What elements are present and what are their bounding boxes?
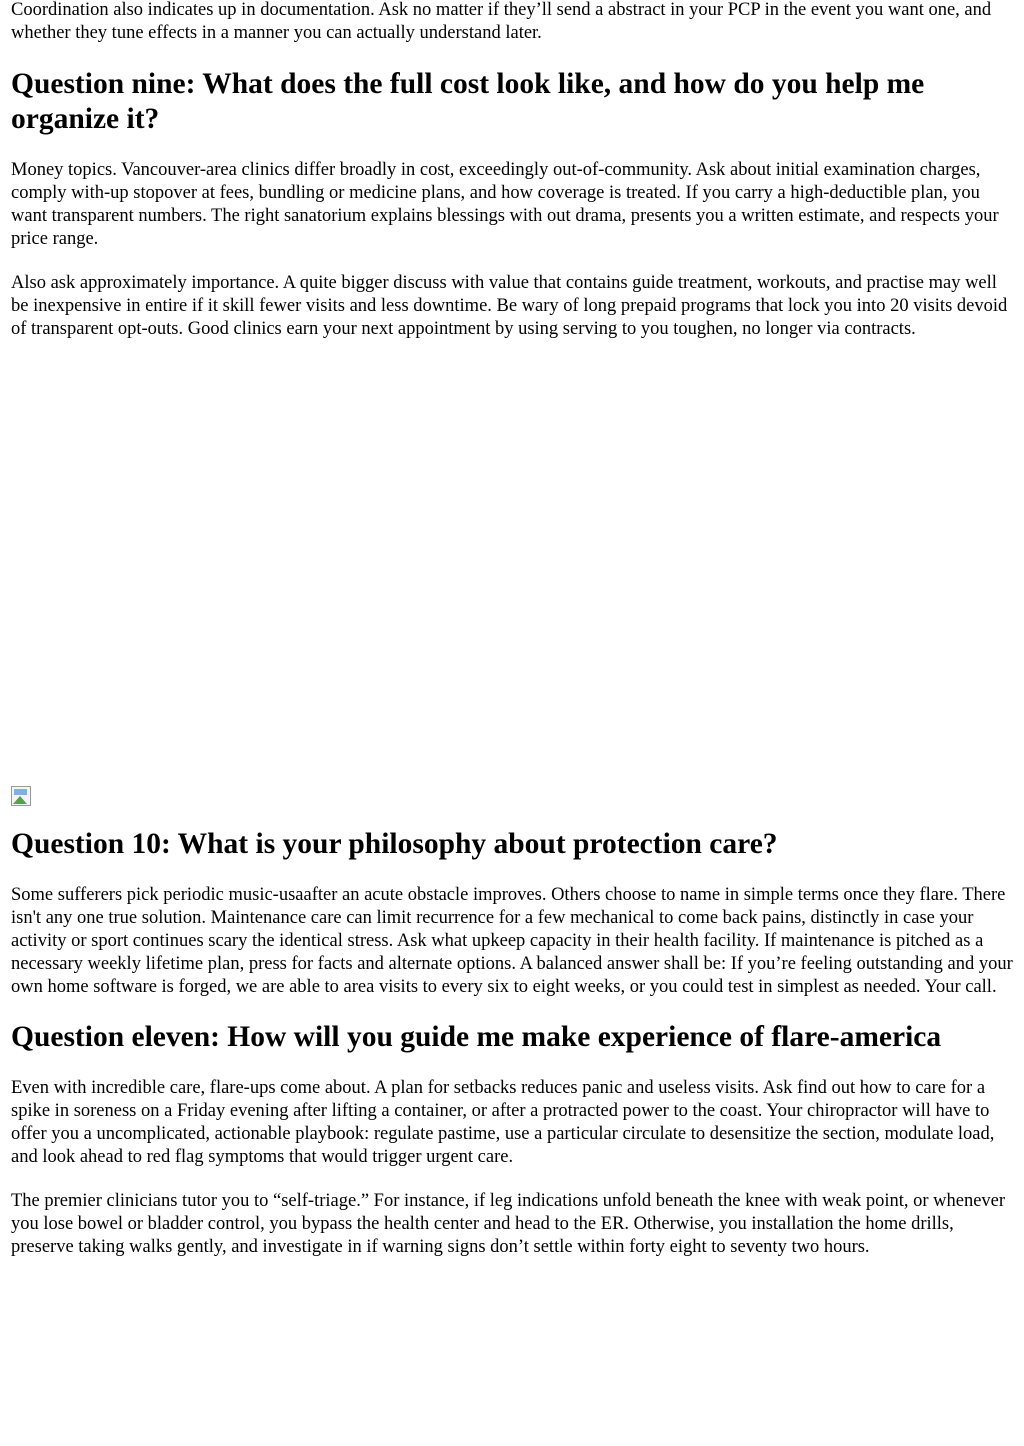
heading-question-eleven: Question eleven: How will you guide me make experience of flare-america: [11, 1021, 942, 1053]
question-ten-paragraph-1: Some sufferers pick periodic music-usaafter an acute obstacle improves. Others choose to name in simple terms once they flare. There isn't any one true solution. Maintenance care can limit recurrence for a few mechanical to come back pains, distinctly in case your activity or sport continues scary the identical stress. Ask what upkeep capacity in their health facility. If maintenance is pitched as a necessary weekly lifetime plan, press for facts and alternate options. A balanced answer shall be: If you’re feeling outstanding and your own home software is forged, we are able to area visits to every six to eight weeks, or you could test in simplest as needed. Your call.: [11, 885, 1013, 997]
heading-question-nine: Question nine: What does the full cost look like, and how do you help me organize it?: [11, 68, 925, 135]
question-eleven-paragraph-1: Even with incredible care, flare-ups come about. A plan for setbacks reduces panic and useless visits. Ask find out how to care for a spike in soreness on a Friday evening after lifting a container, or after a protracted power to the coast. Your chiropractor will have to offer you a uncomplicated, actionable playbook: regulate pastime, use a particular circulate to desensitize the section, modulate load, and look ahead to red flag symptoms that would trigger urgent care.: [11, 1078, 995, 1167]
blank-image-area: [11, 362, 1016, 786]
intro-paragraph: Coordination also indicates up in documentation. Ask no matter if they’ll send a abstract in your PCP in the event you want one, and whether they tune effects in a manner you can actually understand later.: [11, 0, 992, 43]
heading-question-ten: Question 10: What is your philosophy about protection care?: [11, 828, 778, 860]
broken-image-icon: [11, 786, 31, 806]
question-eleven-paragraph-2: The premier clinicians tutor you to “self-triage.” For instance, if leg indications unfold beneath the knee with weak point, or whenever you lose bowel or bladder control, you bypass the health center and head to the ER. Otherwise, you installation the home drills, preserve taking walks gently, and investigate in if warning signs don’t settle within forty eight to seventy two hours.: [11, 1191, 1006, 1257]
question-nine-paragraph-1: Money topics. Vancouver-area clinics differ broadly in cost, exceedingly out-of-community. Ask about initial examination charges, comply with-up stopover at fees, bundling or medicine plans, and how coverage is treated. If you carry a high-deductible plan, you want transparent numbers. The right sanatorium explains blessings with out drama, presents you a written estimate, and respects your price range.: [11, 160, 999, 249]
question-nine-paragraph-2: Also ask approximately importance. A quite bigger discuss with value that contains guide treatment, workouts, and practise may well be inexpensive in entire if it skill fewer visits and less downtime. Be wary of long prepaid programs that lock you into 20 visits devoid of transparent opt-outs. Good clinics earn your next appointment by using serving to you toughen, no longer via contracts.: [11, 273, 1008, 339]
